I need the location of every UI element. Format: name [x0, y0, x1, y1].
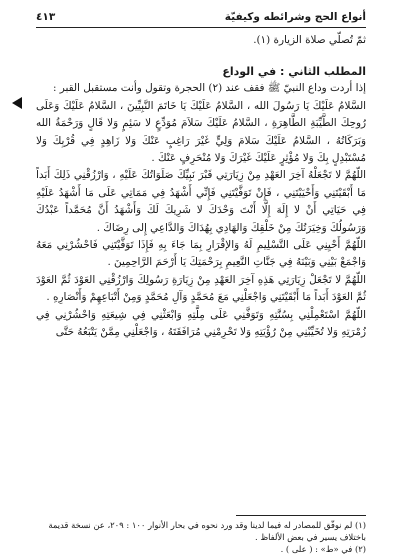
paragraph: اللّهُمَّ لا تَجْعَلْهُ آخِرَ العَهْدِ مِنْ زِيَارَتِي قَبْرَ نَبِيِّكَ صَلَوَاتُكَ عَلَيْهِ ، وَارْزُقْنِي ذَلِكَ أَبَداً مَا أَبْقَيْتَنِي وَأَحْيَيْتَنِي ، فَإِنْ تَوَفَّيْتَنِي فَإِنِّي أَشْهَدُ فِي مَمَاتِي عَلَى مَا أَشْهَدُ عَلَيْهِ فِي حَيَاتِي أَنْ لا إِلَهَ إِلَّا أَنْتَ وَحْدَكَ لا شَرِيكَ لَكَ وَأَشْهَدُ أَنَّ مُحَمَّداً عَبْدُكَ وَرَسُولُكَ وَخِيَرَتُكَ مِنْ خَلْقِكَ وَالهَادِي بِهُدَاكَ وَالدَّاعِي إِلى رِضَاكَ .: [36, 169, 366, 234]
footnote: (٢) في «ط» : ( على ) .: [280, 544, 366, 554]
section-title: المطلب الثاني : في الوداع: [222, 65, 366, 79]
page-number: ٤١٣: [36, 11, 56, 23]
footnote-rule: [236, 515, 366, 516]
page-header: [36, 8, 366, 26]
footnotes: [36, 519, 366, 555]
paragraph: اللّهُمَّ اسْتَعْمِلْنِي بِسُنَّتِهِ وَتَوَفَّنِي عَلَى مِلَّتِهِ وَابْعَثْنِي فِي شِيعَتِهِ وَاحْشُرْنِي فِي زُمْرَتِهِ وَلا تُخَيِّبْنِي مِنْ رُؤْيَتِهِ وَلا تَحْرِمْنِي مُرَافَقَتَهُ ، وَاجْعَلْنِي مِمَّنْ يَتْبَعُهُ حَتَّى: [36, 308, 366, 339]
footnote: (١) لم نوفّق للمصادر له فيما لدينا وقد ورد نحوه في بحار الأنوار ١٠٠ : ٢٠٩، عن نسخة قديمة باختلاف يسير في بعض الألفاظ .: [48, 520, 366, 542]
opening-line: ثمّ تُصلّي صلاة الزيارة (١).: [253, 34, 366, 46]
intro-paragraph: إذا أردت وداع النبيّ ﷺ فقف عند (٢) الحجرة وتقول وأنت مستقبل القبر :: [52, 82, 366, 95]
paragraph: السَّلامُ عَلَيْكَ يَا رَسُولَ الله ، السَّلامُ عَلَيْكَ يَا خَاتَمَ النَّبِيِّينَ ، السَّلامُ عَلَيْكَ وَعَلَى رُوحِكَ الطَّيِّبَةِ الطَّاهِرَةِ ، السَّلامُ عَلَيْكَ سَلاَمَ مُوَدِّعٍ لا سَئِمٍ وَلا قَالٍ وَرَحْمَةُ الله وَبَرَكَاتُهُ ، السَّلامُ عَلَيْكَ سَلامَ وَلِيٍّ غَيْرَ رَاغِبٍ عَنْكَ وَلا زَاهِدٍ فِي قُرْبِكَ وَلا مُسْتَبْدِلٍ بِكَ وَلا مُؤْثِرٍ عَلَيْكَ غَيْرَكَ وَلا مُنْحَرِفٍ عَنْكَ .: [36, 99, 366, 165]
paragraph: اللّهُمَّ أَحْيِنِي عَلَى التَّسْلِيمِ لَهُ وَالإقْرَارِ بِمَا جَاءَ بِهِ فَإِذَا تَوَفَّيْتَنِي فَاحْشُرْنِي مَعَهُ وَاجْمَعْ بَيْنِي وَبَيْنَهُ فِي جَنَّاتِ النَّعِيمِ بِرَحْمَتِكَ يَا أَرْحَمَ الرَّاحِمِينَ .: [36, 239, 366, 269]
page-body: [36, 32, 366, 342]
header-rule: [36, 27, 366, 28]
paragraph: اللّهُمَّ لا تَجْعَلْ زِيَارَتِي هَذِهِ آخِرَ العَهْدِ مِنْ زِيَارَةِ رَسُولِكَ وَارْزُقْنِي العَوْدَ ثُمَّ العَوْدَ ثُمَّ العَوْدَ أَبَداً مَا أَبْقَيْتَنِي وَاجْعَلْنِي مَعَ مُحَمَّدٍ وَآلِ مُحَمَّدٍ وَمِنْ أَتْبَاعِهِمْ وَأَنْصَارِهِ .: [36, 273, 366, 304]
margin-arrow-icon: [12, 97, 22, 109]
running-title: أنواع الحج وشرائطه وكيفيّة: [224, 11, 366, 23]
